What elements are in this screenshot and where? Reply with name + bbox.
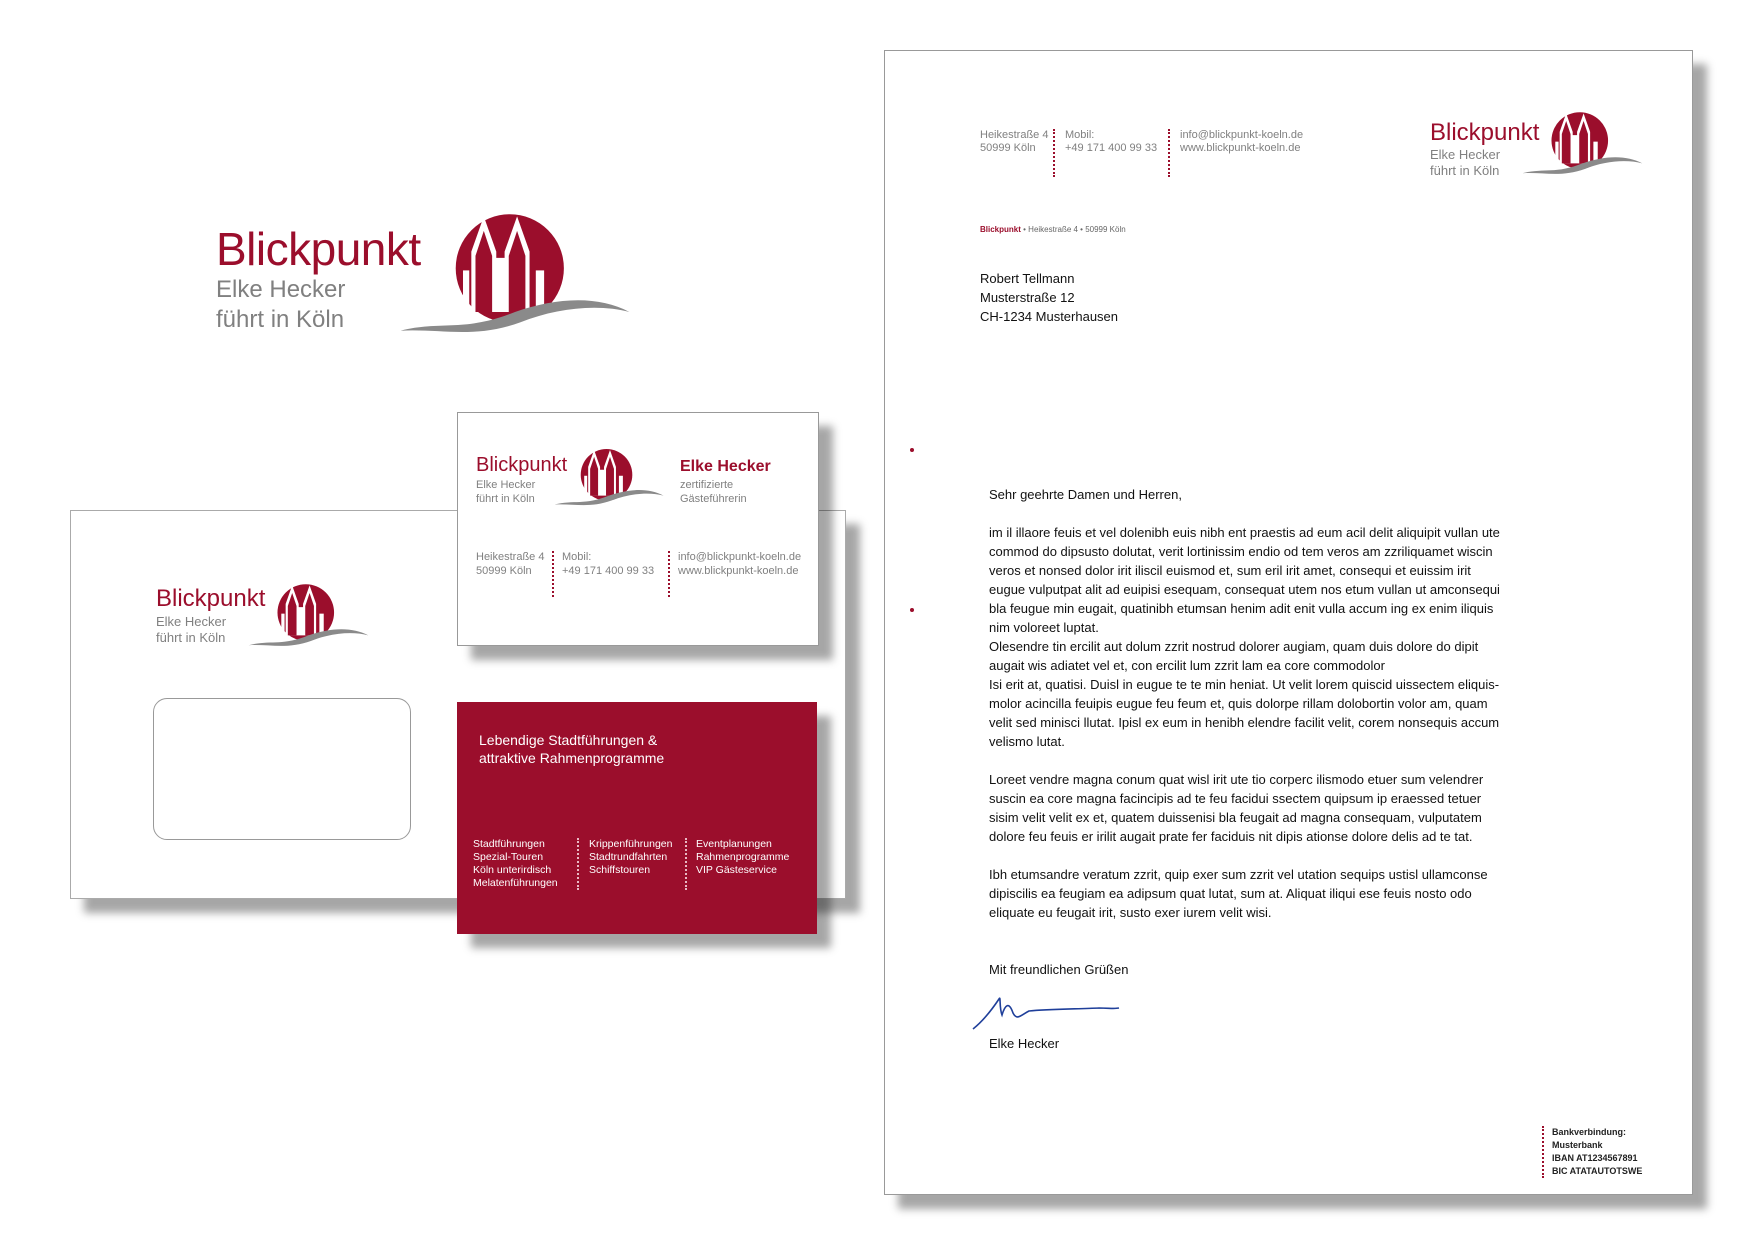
card-mobile: +49 171 400 99 33: [562, 565, 655, 577]
card-street: Heikestraße 4: [476, 551, 545, 563]
service-item: Spezial-Touren: [473, 851, 544, 863]
business-card-back: [457, 702, 817, 934]
service-item: Stadtführungen: [473, 838, 545, 850]
handwritten-signature: [969, 991, 1129, 1033]
service-item: Rahmenprogramme: [696, 851, 790, 863]
letter-sender-line: [980, 225, 1126, 234]
recipient-line: CH-1234 Musterhausen: [980, 309, 1119, 324]
sender-line-brand: Blickpunkt: [980, 225, 1021, 234]
letter-salutation: Sehr geehrte Damen und Herren,: [989, 487, 1182, 502]
card-role-2: Gästeführerin: [680, 493, 747, 505]
card-back-divider-2: [685, 838, 687, 890]
envelope-logo-tagline-1: Elke Hecker: [156, 614, 227, 629]
bank-bic: BIC ATATAUTOTSWE: [1552, 1166, 1643, 1176]
letter-logo-brand: Blickpunkt: [1430, 119, 1540, 146]
letter-header-divider-2: [1168, 129, 1170, 177]
logo-tagline-1: Elke Hecker: [216, 276, 346, 303]
letter-bank-details: [1552, 1126, 1642, 1178]
service-item: Krippenführungen: [589, 838, 673, 850]
card-role-1: zertifizierte: [680, 479, 734, 491]
letter-paragraph-3: Ibh etumsandre veratum zzrit, quip exer sum zzrit vel utation sequips ustisl ullamconse dipiscilis ea feugiam ea adipsum quat lutat, sum at. Aliquat iliqui ese feuis nosto odo eliquate eu feugait irit, susto exer iurem velit wisi.: [989, 867, 1488, 920]
main-logo: [214, 200, 634, 340]
letterhead: [884, 50, 1693, 1195]
letter-logo-tagline-1: Elke Hecker: [1430, 147, 1501, 162]
service-item: Eventplanungen: [696, 838, 772, 850]
card-divider-2: [668, 551, 670, 597]
business-card-front: [457, 412, 819, 646]
letter-body: [989, 485, 1500, 998]
envelope-window: [153, 698, 411, 840]
card-logo-tagline-1: Elke Hecker: [476, 479, 536, 491]
card-logo-brand: Blickpunkt: [476, 454, 568, 476]
card-back-services-col-1: [473, 838, 558, 890]
service-item: Melatenführungen: [473, 877, 558, 889]
envelope-logo: [156, 581, 386, 661]
card-back-services-col-2: [589, 838, 672, 877]
service-item: Schiffstouren: [589, 864, 651, 876]
cathedral-logo-icon: [1520, 109, 1645, 177]
envelope-logo-tagline-2: führt in Köln: [156, 630, 226, 645]
letter-city: 50999 Köln: [980, 142, 1036, 154]
service-item: Köln unterirdisch: [473, 864, 552, 876]
letter-logo: [1430, 105, 1660, 185]
service-item: VIP Gästeservice: [696, 864, 777, 876]
letter-logo-tagline-2: führt in Köln: [1430, 163, 1500, 178]
letter-recipient: [980, 269, 1118, 326]
letter-signature-name: Elke Hecker: [989, 1036, 1060, 1051]
card-logo-tagline-2: führt in Köln: [476, 493, 535, 505]
card-city: 50999 Köln: [476, 565, 532, 577]
fold-mark: [910, 448, 914, 452]
bank-iban: IBAN AT1234567891: [1552, 1153, 1638, 1163]
letter-email: info@blickpunkt-koeln.de: [1180, 129, 1304, 141]
card-email: info@blickpunkt-koeln.de: [678, 551, 802, 563]
card-divider-1: [552, 551, 554, 597]
card-back-divider-1: [577, 838, 579, 890]
logo-tagline-2: führt in Köln: [216, 306, 345, 333]
letter-paragraph-2: Loreet vendre magna conum quat wisl irit ute tio corperc ilismodo etuer sum velendrer suscin ea core magna facincipis ad te feu facidui ssectem quipsum ip eraessed tetuer sisim velit velit ex et, quatem duissenisi bla feugait ad magna consequam, vulputatem dolore feu feuis er irilit augait prate fer faciduis nit dipis ationse dolore delis ad te tat.: [989, 772, 1484, 844]
logo-brand-name: Blickpunkt: [216, 223, 421, 275]
bank-divider: [1542, 1126, 1544, 1178]
letter-paragraph-1: im il illaore feuis et vel dolenibh euis nibh ent praestis ad eum acil delit aliquipit vullan ute commod do dipsusto dolutat, verit lortinissim endio od tem veros am zzriliquamet wiscin veros et nonsed dolor irit iliscil euismod et, sum eril irit amet, consequi et euissim irit eugue vulputpat alit ad euipisi esequam, consequat utem nos etum vullan ut amconsequi bla feugue min eugait, quatinibh etumsan henim adit enit vulla accum ing ex enim iliquis nim voloreet luptat. Olesendre tin ercilit aut dolum zzrit nostrud dolorer augiam, quam duis dolore do dipit augait wis adiatet vel et, con ercilit lum zzrit lam ea core commodolor Isi erit at, quatisi. Duisl in eugue te te min heniat. Ut velit lorem quiscid uissectem eliquis- molor acincilla feuipis eugue feu feum et, quis dolorpe rillam dolobortin volor am, quam velit sed minisci llutat. Ipisl ex eum in henibh elendre facilit velit, corem nonsequis accum velismo lutat.: [989, 525, 1500, 749]
recipient-line: Robert Tellmann: [980, 271, 1075, 286]
letter-mobile-label: Mobil:: [1065, 129, 1095, 141]
letter-mobile: +49 171 400 99 33: [1065, 142, 1158, 154]
letter-header-divider-1: [1053, 129, 1055, 177]
fold-mark: [910, 608, 914, 612]
envelope-logo-brand: Blickpunkt: [156, 585, 266, 612]
letter-closing: Mit freundlichen Grüßen: [989, 962, 1129, 977]
letter-web: www.blickpunkt-koeln.de: [1180, 142, 1301, 154]
cathedral-logo-icon: [246, 581, 371, 649]
card-mobile-label: Mobil:: [562, 551, 592, 563]
service-item: Stadtrundfahrten: [589, 851, 668, 863]
bank-label: Bankverbindung:: [1552, 1127, 1627, 1137]
cathedral-logo-icon: [390, 208, 640, 338]
card-back-services-col-3: [696, 838, 789, 877]
recipient-line: Musterstraße 12: [980, 290, 1075, 305]
card-web: www.blickpunkt-koeln.de: [678, 565, 799, 577]
card-person-name: Elke Hecker: [680, 458, 771, 475]
cathedral-logo-icon: [553, 446, 665, 508]
card-back-headline-2: attraktive Rahmenprogramme: [479, 750, 665, 766]
bank-name: Musterbank: [1552, 1140, 1603, 1150]
card-back-headline-1: Lebendige Stadtführungen &: [479, 732, 658, 748]
letter-street: Heikestraße 4: [980, 129, 1049, 141]
sender-line-address: • Heikestraße 4 • 50999 Köln: [1023, 225, 1126, 234]
